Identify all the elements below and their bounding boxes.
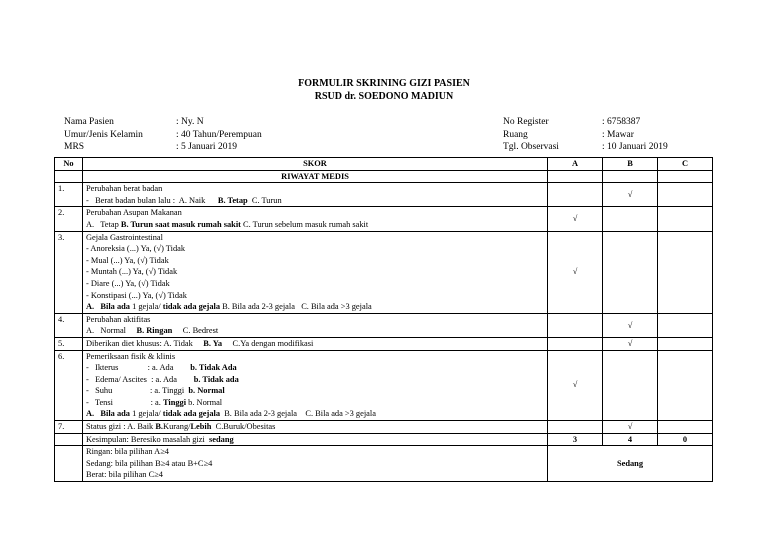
total-b: 4 [603,433,658,446]
check-mark: √ [603,421,658,434]
check-mark: √ [548,350,603,421]
value-no-register: : 6758387 [602,117,641,127]
row-heading: Perubahan aktifitas [86,314,151,324]
row-content [83,313,548,337]
criteria-row [55,446,713,482]
row-sign: - Tensi : a. Tinggi b. Normal [86,397,223,407]
row-number: 1. [55,183,83,207]
result-value: Sedang [548,446,713,482]
table-row [55,313,713,337]
row-number: 4. [55,313,83,337]
conclusion-text [83,433,548,446]
row-content [83,183,548,207]
header-skor: SKOR [83,158,548,171]
row-sign: - Suhu : a. Tinggi b. Normal [86,386,225,396]
form-title: FORMULIR SKRINING GIZI PASIEN [298,78,470,89]
header-b: B [603,158,658,171]
row-content [83,207,548,231]
check-mark: √ [548,231,603,313]
criteria-sedang: Sedang: bila pilihan B≥4 atau B+C≥4 [86,458,213,468]
row-symptom: - Diare (...) Ya, (√) Tidak [86,278,170,288]
row-content [83,231,548,313]
check-mark: √ [548,207,603,231]
header-c: C [658,158,713,171]
value-mrs: : 5 Januari 2019 [176,142,237,152]
criteria-ringan: Ringan: bila pilihan A≥4 [86,447,169,457]
header-row [55,158,713,171]
hospital-name: RSUD dr. SOEDONO MADIUN [314,91,454,102]
row-option-line: Status gizi : A. Baik B.Kurang/Lebih C.Buruk/Obesitas [86,422,276,432]
row-number: 7. [55,421,83,434]
header-no: No [55,158,83,171]
row-option-line: - Berat badan bulan lalu : A. Naik B. Tetap C. Turun [86,195,282,205]
section-row [55,170,713,183]
total-c: 0 [658,433,713,446]
row-heading: Perubahan berat badan [86,184,163,194]
row-content [83,337,548,350]
table-row [55,207,713,231]
row-number: 5. [55,337,83,350]
row-option-line: A. Normal B. Ringan C. Bedrest [86,326,219,336]
conclusion-label: Kesimpulan: Beresiko masalah gizi [86,434,205,444]
row-heading: Gejala Gastrointestinal [86,232,163,242]
total-a: 3 [548,433,603,446]
row-content [83,421,548,434]
criteria-berat: Berat: bila pilihan C≥4 [86,470,163,480]
row-option-line: A. Bila ada 1 gejala/ tidak ada gejala B. Bila ada 2-3 gejala C. Bila ada >3 gejala [86,302,372,312]
row-number: 6. [55,350,83,421]
label-ruang: Ruang [503,129,528,140]
row-number: 2. [55,207,83,231]
screening-table [54,157,713,482]
row-heading: Perubahan Asupan Makanan [86,208,182,218]
row-symptom: - Mual (...) Ya, (√) Tidak [86,255,169,265]
label-umur: Umur/Jenis Kelamin [64,129,143,140]
label-mrs: MRS [64,142,85,152]
row-sign: - Edema/ Ascites : a. Ada b. Tidak ada [86,374,239,384]
value-ruang: : Mawar [602,129,634,140]
row-symptom: - Muntah (...) Ya, (√) Tidak [86,267,178,277]
conclusion-row [55,433,713,446]
check-mark: √ [603,183,658,207]
row-symptom: - Konstipasi (...) Ya, (√) Tidak [86,290,187,300]
value-tgl-observasi: : 10 Januari 2019 [602,142,668,152]
table-row [55,350,713,421]
value-nama-pasien: : Ny. N [176,117,204,127]
label-tgl-observasi: Tgl. Observasi [503,142,559,152]
row-option-line: A. Tetap B. Turun saat masuk rumah sakit C. Turun sebelum masuk rumah sakit [86,219,369,229]
table-row [55,337,713,350]
row-symptom: - Anoreksia (...) Ya, (√) Tidak [86,244,186,254]
table-row [55,231,713,313]
check-mark: √ [603,337,658,350]
table-row [55,183,713,207]
row-option-line: A. Bila ada 1 gejala/ tidak ada gejala B. Bila ada 2-3 gejala C. Bila ada >3 gejala [86,409,376,419]
check-mark: √ [603,313,658,337]
value-umur: : 40 Tahun/Perempuan [176,129,262,140]
conclusion-value: sedang [209,434,234,444]
row-sign: - Ikterus : a. Ada b. Tidak Ada [86,363,237,373]
label-nama-pasien: Nama Pasien [64,117,114,127]
section-riwayat-medis: RIWAYAT MEDIS [83,170,548,183]
patient-info-right [503,116,668,154]
table-row [55,421,713,434]
row-option-line: Diberikan diet khusus: A. Tidak B. Ya C.Ya dengan modifikasi [86,338,314,348]
label-no-register: No Register [503,117,549,127]
header-a: A [548,158,603,171]
criteria-list [83,446,548,482]
row-heading: Pemeriksaan fisik & klinis [86,351,176,361]
row-content [83,350,548,421]
row-number: 3. [55,231,83,313]
patient-info-left [64,116,262,154]
